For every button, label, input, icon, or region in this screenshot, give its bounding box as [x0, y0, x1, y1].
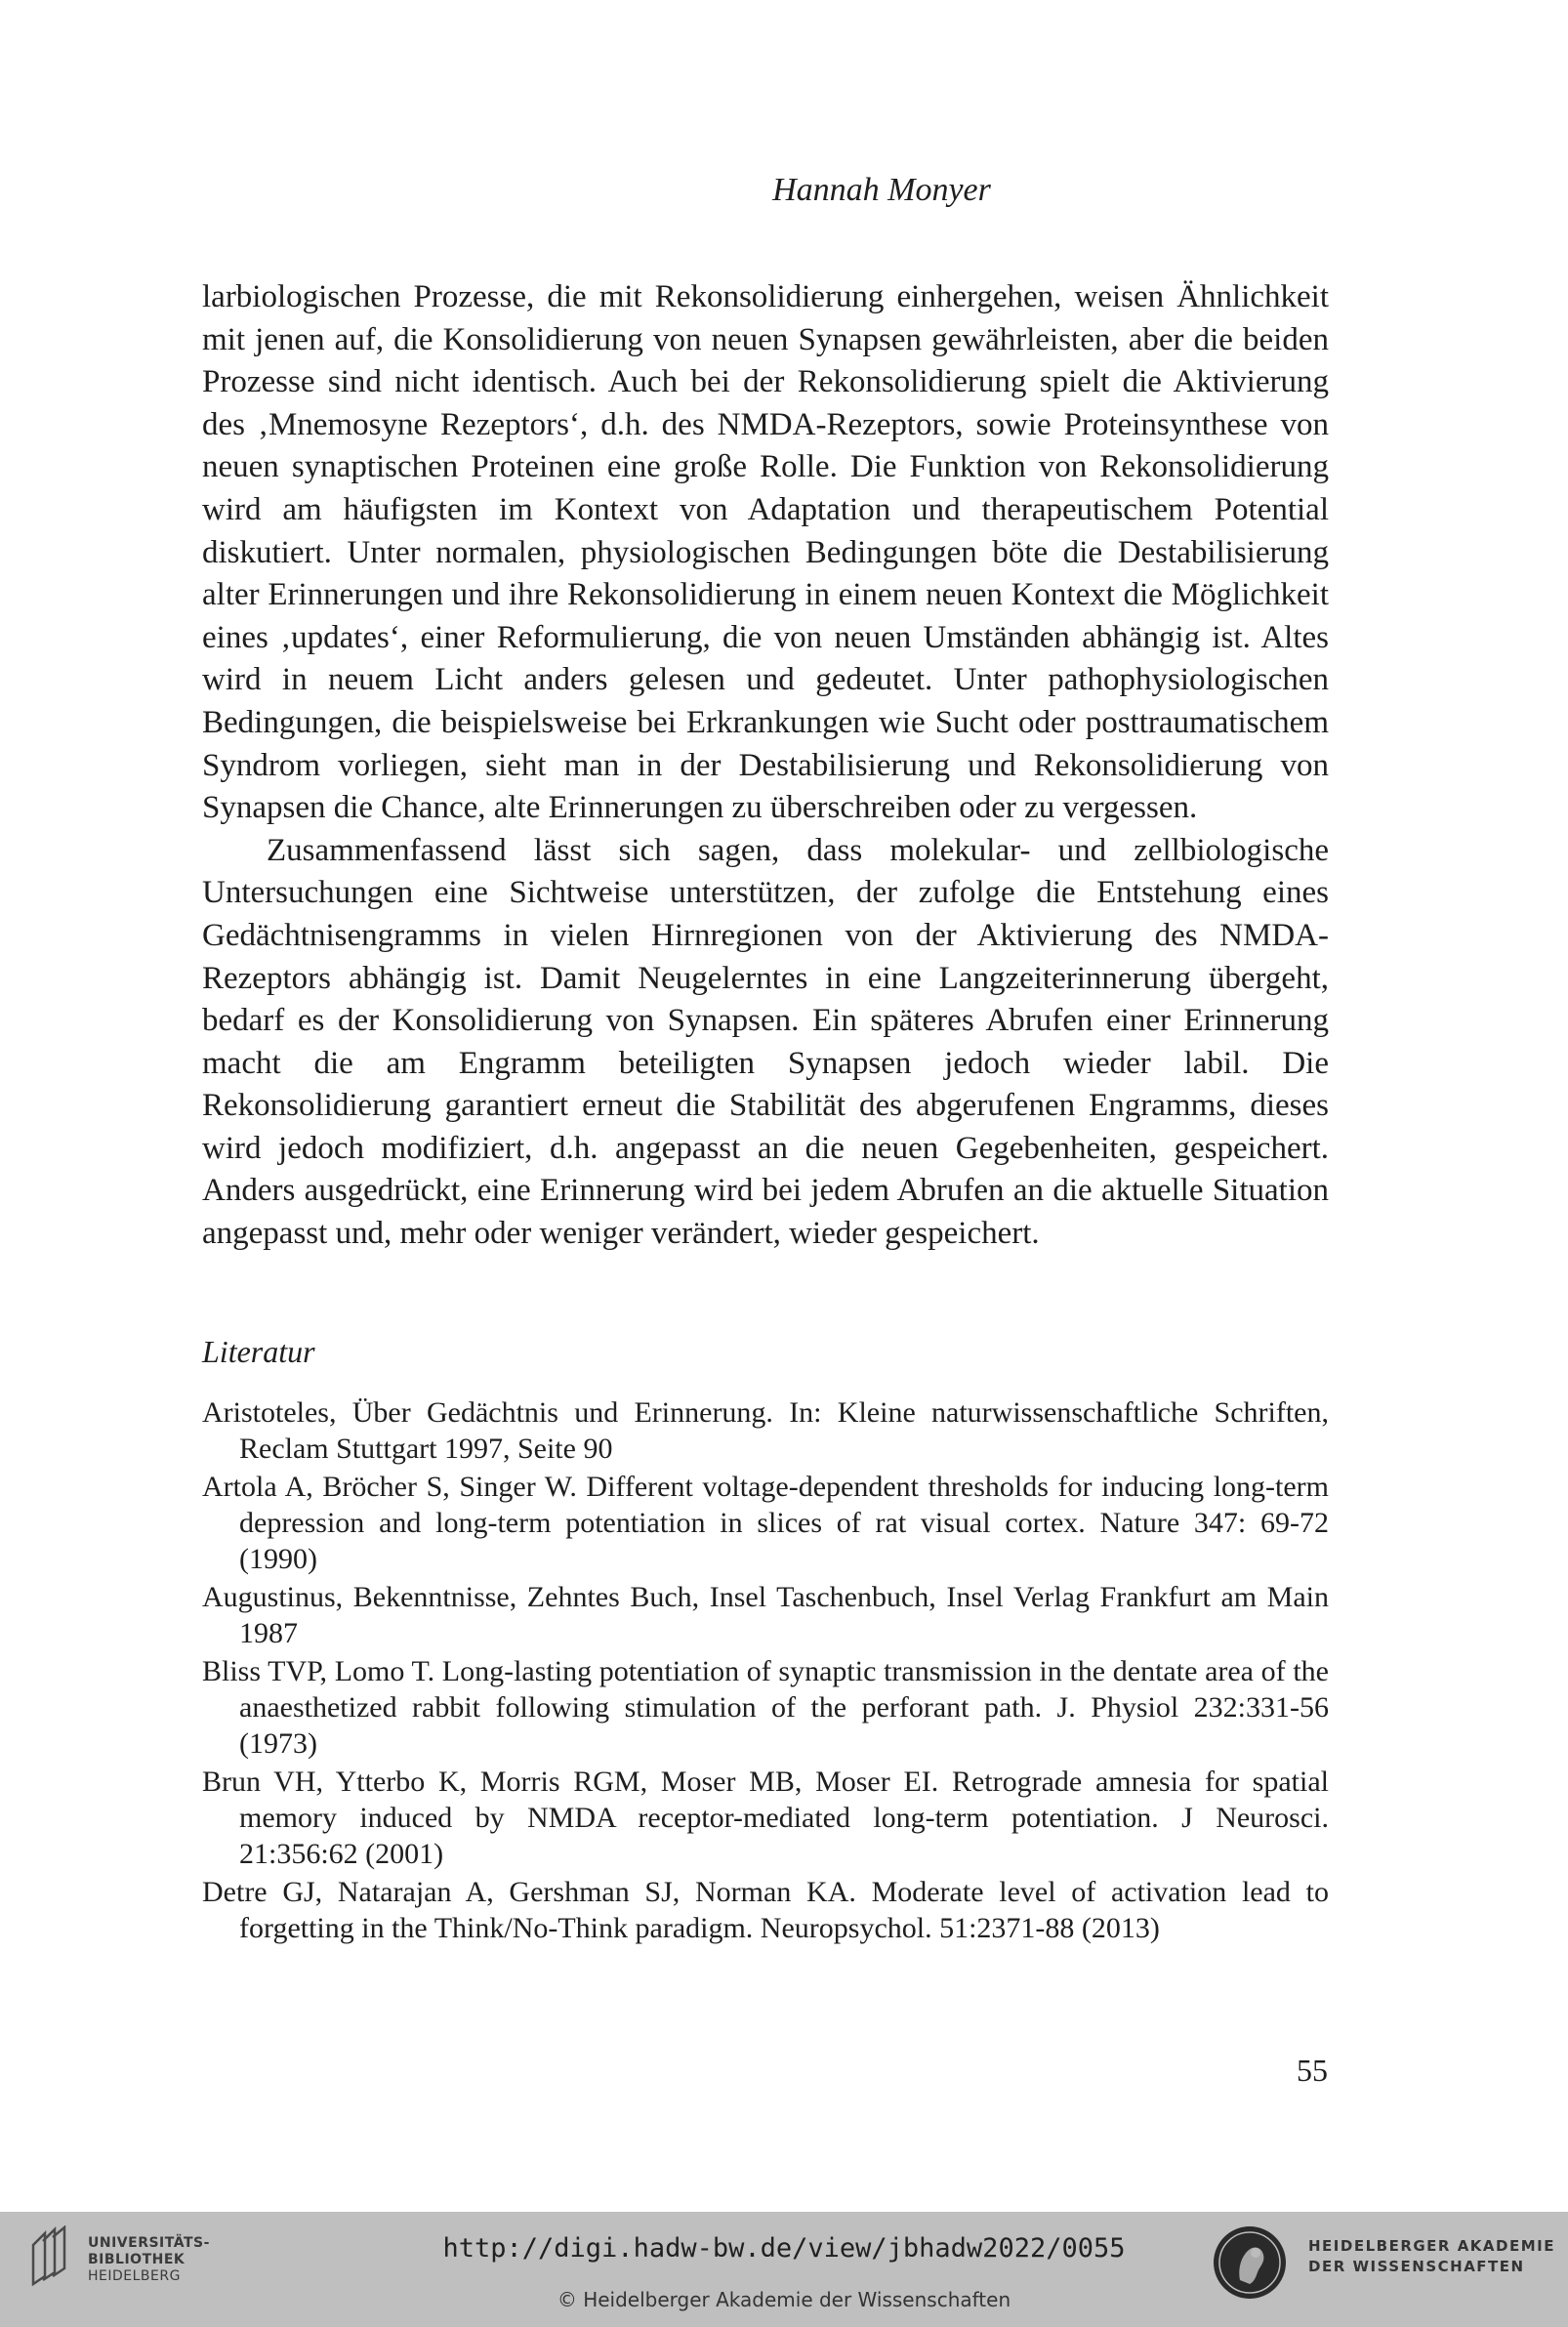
copyright-notice: © Heidelberger Akademie der Wissenschaften [557, 2288, 1011, 2311]
body-text [202, 276, 1329, 1256]
hadw-line-2: DER WISSENSCHAFTEN [1308, 2258, 1525, 2275]
reference-item: Bliss TVP, Lomo T. Long-lasting potentiation of synaptic transmission in the dentate area of the anaesthetized rabbit following stimulation of the perforant path. J. Physiol 232:331-56 (1973) [202, 1655, 1329, 1760]
permalink-url[interactable]: http://digi.hadw-bw.de/view/jbhadw2022/0055 [442, 2233, 1126, 2264]
reference-item: Brun VH, Ytterbo K, Morris RGM, Moser MB, Moser EI. Retrograde amnesia for spatial memory induced by NMDA receptor-mediated long-term potentiation. J Neurosci. 21:356:62 (2001) [202, 1766, 1329, 1870]
paragraph-1: larbiologischen Prozesse, die mit Rekonsolidierung einhergehen, weisen Ähnlichkeit mit jenen auf, die Konsolidierung von neuen Synapsen gewährleisten, aber die beiden Prozesse sind nicht identisch. Auch bei der Rekonsolidierung spielt die Aktivierung des ‚Mnemosyne Rezeptors‘, d.h. des NMDA-Rezeptors, sowie Proteinsynthese von neuen synaptischen Proteinen eine große Rolle. Die Funktion von Rekonsolidierung wird am häufigsten im Kontext von Adaptation und therapeutischem Potential diskutiert. Unter normalen, physiologischen Bedingungen böte die Destabilisierung alter Erinnerungen und ihre Rekonsolidierung in einem neuen Kontext die Möglichkeit eines ‚updates‘, einer Reformulierung, die von neuen Umständen abhängig ist. Altes wird in neuem Licht anders gelesen und gedeutet. Unter pathophysiologischen Bedingungen, die beispielsweise bei Erkrankungen wie Sucht oder posttraumatischem Syndrom vorliegen, sieht man in der Destabilisierung und Rekonsolidierung von Synapsen die Chance, alte Erinnerungen zu überschreiben oder zu vergessen. [202, 279, 1329, 826]
ub-line-1: UNIVERSITÄTS- [88, 2235, 210, 2251]
hadw-seal-logo [1211, 2223, 1289, 2302]
hadw-wordmark [1308, 2236, 1555, 2277]
reference-item: Detre GJ, Natarajan A, Gershman SJ, Norman KA. Moderate level of activation lead to forgetting in the Think/No-Think paradigm. Neuropsychol. 51:2371-88 (2013) [202, 1876, 1329, 1944]
ub-line-3: HEIDELBERG [88, 2268, 181, 2284]
hadw-line-1: HEIDELBERGER AKADEMIE [1308, 2237, 1555, 2255]
paragraph-2: Zusammenfassend lässt sich sagen, dass molekular- und zellbiologische Untersuchungen eine Sichtweise unterstützen, der zufolge die Entstehung eines Gedächtnisengramms in vielen Hirnregionen von der Aktivierung des NMDA-Rezeptors abhängig ist. Damit Neugelerntes in eine Langzeiterinnerung übergeht, bedarf es der Konsolidierung von Synapsen. Ein späteres Abrufen einer Erinnerung macht die am Engramm beteiligten Synapsen jedoch wieder labil. Die Rekonsolidierung garantiert erneut die Stabilität des abgerufenen Engramms, dieses wird jedoch modifiziert, d.h. angepasst an die neuen Gegebenheiten, gespeichert. Anders ausgedrückt, eine Erinnerung wird bei jedem Abrufen an die aktuelle Situation angepasst und, mehr oder weniger verändert, wieder gespeichert. [202, 832, 1329, 1252]
academy-seal-icon [1211, 2223, 1289, 2302]
reference-list [202, 1394, 1329, 1948]
digitization-footer [0, 2212, 1568, 2327]
running-head-author: Hannah Monyer [772, 172, 991, 208]
ub-line-2: BIBLIOTHEK [88, 2252, 186, 2267]
page-number: 55 [1297, 2053, 1328, 2088]
reference-item: Artola A, Bröcher S, Singer W. Different voltage-dependent thresholds for inducing long-term depression and long-term potentiation in slices of rat visual cortex. Nature 347: 69-72 (1990) [202, 1471, 1329, 1575]
literature-heading: Literatur [202, 1334, 315, 1369]
reference-item: Aristoteles, Über Gedächtnis und Erinnerung. In: Kleine naturwissenschaftliche Schriften, Reclam Stuttgart 1997, Seite 90 [202, 1396, 1329, 1465]
reference-item: Augustinus, Bekenntnisse, Zehntes Buch, Insel Taschenbuch, Insel Verlag Frankfurt am Main 1987 [202, 1581, 1329, 1649]
